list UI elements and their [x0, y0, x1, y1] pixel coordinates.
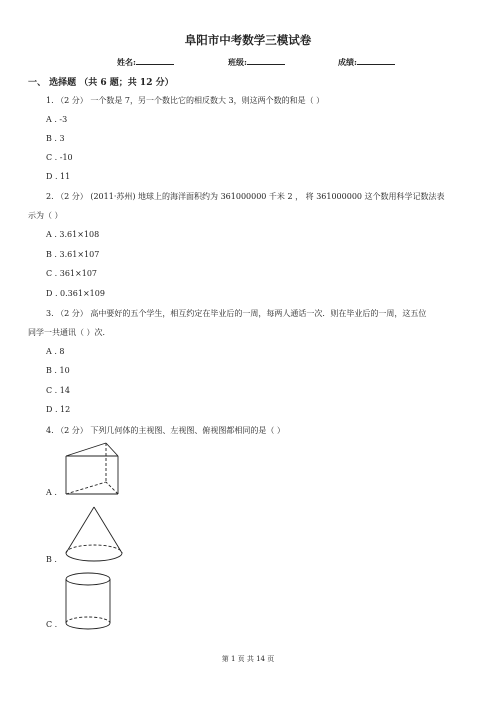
- section-heading: 一、 选择题 （共 6 题；共 12 分）: [28, 78, 174, 88]
- question-1-option-c: C . -10: [46, 153, 73, 162]
- question-2-option-d: D . 0.361×109: [46, 289, 105, 298]
- question-2-option-a: A . 3.61×108: [46, 230, 100, 239]
- question-1-stem: 1. （2 分） 一个数是 7，另一个数比它的相反数大 3，则这两个数的和是（ ）: [46, 96, 325, 105]
- name-blank: [136, 56, 174, 65]
- score-field: [338, 56, 395, 68]
- page-footer: 第 1 页 共 14 页: [221, 655, 275, 663]
- cone-figure: [62, 505, 126, 567]
- question-3-option-b: B . 10: [46, 366, 70, 375]
- question-1-option-a: A . -3: [46, 115, 68, 124]
- question-3-stem-line2: 同学一共通讯（ ）次．: [28, 328, 111, 337]
- question-3-option-a: A . 8: [46, 347, 65, 356]
- class-blank: [247, 56, 285, 65]
- triangular-prism-figure: [60, 440, 130, 498]
- question-4-option-b: B .: [46, 555, 57, 564]
- question-1-option-d: D . 11: [46, 172, 71, 181]
- question-1-option-b: B . 3: [46, 134, 65, 143]
- score-blank: [357, 56, 395, 65]
- class-label: 班级:: [228, 57, 247, 67]
- name-label: 姓名:: [117, 57, 136, 67]
- question-2-stem-line2: 示为（ ）: [28, 211, 63, 220]
- question-2-option-b: B . 3.61×107: [46, 250, 100, 259]
- page-title: 阜阳市中考数学三模试卷: [184, 33, 312, 47]
- question-4-option-c: C .: [46, 620, 58, 629]
- class-field: [228, 56, 285, 68]
- question-3-option-c: C . 14: [46, 386, 70, 395]
- score-label: 成绩:: [338, 57, 357, 67]
- question-3-stem-line1: 3. （2 分） 高中要好的五个学生，相互约定在毕业后的一周，每两人通话一次．则在毕业后的一周，这五位: [46, 309, 427, 318]
- cylinder-figure: [62, 571, 114, 633]
- name-field: [117, 56, 174, 68]
- question-4-stem: 4. （2 分） 下列几何体的主视图、左视图、俯视图都相同的是（ ）: [46, 426, 285, 435]
- question-3-option-d: D . 12: [46, 405, 71, 414]
- question-2-stem-line1: 2. （2 分） (2011·苏州) 地球上的海洋面积约为 361000000 千米 2 ， 将 361000000 这个数用科学记数法表: [46, 192, 445, 201]
- question-4-option-a: A .: [46, 488, 57, 497]
- question-2-option-c: C . 361×107: [46, 269, 97, 278]
